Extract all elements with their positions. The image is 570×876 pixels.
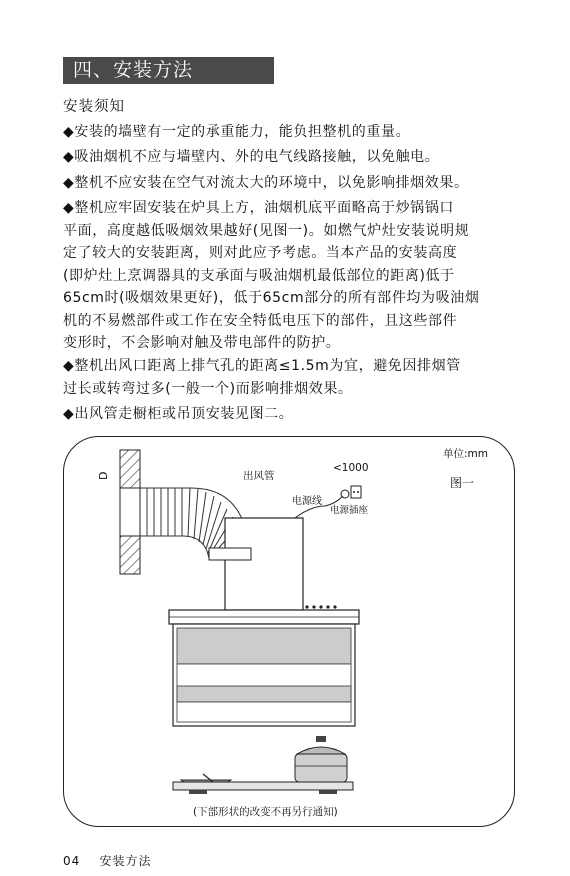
figure-label: 图一	[450, 476, 475, 490]
installation-diagram	[63, 436, 515, 827]
unit-label: 单位:mm	[443, 448, 488, 460]
hood-chimney	[225, 518, 303, 610]
wall	[120, 450, 140, 574]
instruction-paragraph	[63, 121, 543, 144]
duct-label: 出风管	[243, 470, 275, 482]
paragraph-line: 变形时，不会影响对触及带电部件的防护。	[63, 335, 341, 351]
subheading: 安装须知	[63, 99, 125, 115]
paragraph-line: 定了较大的安装距离，则对此应予考虑。当本产品的安装高度	[63, 245, 458, 261]
page-number: 04	[63, 854, 81, 868]
instruction-paragraph	[63, 403, 543, 426]
instruction-paragraph	[63, 146, 543, 169]
section-title: 四、安装方法	[63, 57, 274, 84]
paragraph-line: ◆整机出风口距离上排气孔的距离≤1.5m为宜，避免因排烟管	[63, 358, 461, 374]
socket-label: 电源插座	[330, 505, 369, 516]
paragraph-line: ◆吸油烟机不应与墙壁内、外的电气线路接触，以免触电。	[63, 149, 440, 165]
distance-label: <1000	[333, 462, 369, 474]
page-footer	[63, 852, 152, 869]
cable-label: 电源线	[292, 496, 322, 507]
stove-top	[173, 782, 353, 790]
footer-title: 安装方法	[99, 854, 152, 868]
duct-connector	[209, 548, 251, 560]
paragraph-line: ◆出风管走橱柜或吊顶安装见图二。	[63, 406, 294, 422]
instruction-paragraph	[63, 355, 543, 400]
paragraph-line: (即炉灶上烹调器具的支承面与吸油烟机最低部位的距离)低于	[63, 267, 455, 284]
paragraph-line: ◆安装的墙壁有一定的承重能力，能负担整机的重量。	[63, 124, 411, 140]
paragraph-line: 过长或转弯过多(一般一个)而影响排烟效果。	[63, 380, 353, 397]
wall-label: D	[97, 471, 110, 480]
paragraph-line: ◆整机不应安装在空气对流太大的环境中，以免影响排烟效果。	[63, 175, 469, 191]
paragraph-line: 65cm时(吸烟效果更好)，低于65cm部分的所有部件均为吸油烟	[63, 290, 480, 306]
instruction-paragraph	[63, 197, 543, 355]
diagram-caption: (下部形状的改变不再另行通知)	[193, 806, 338, 818]
paragraph-line: 机的不易燃部件或工作在安全特低电压下的部件，且这些部件	[63, 312, 458, 329]
range-hood	[169, 605, 359, 726]
instruction-paragraph	[63, 172, 543, 195]
paragraph-line: ◆整机应牢固安装在炉具上方，油烟机底平面略高于炒锅锅口	[63, 200, 454, 216]
power-socket-icon	[341, 486, 361, 498]
paragraph-line: 平面，高度越低吸烟效果越好(见图一)。如燃气炉灶安装说明规	[63, 222, 470, 239]
pot-icon	[295, 736, 347, 782]
